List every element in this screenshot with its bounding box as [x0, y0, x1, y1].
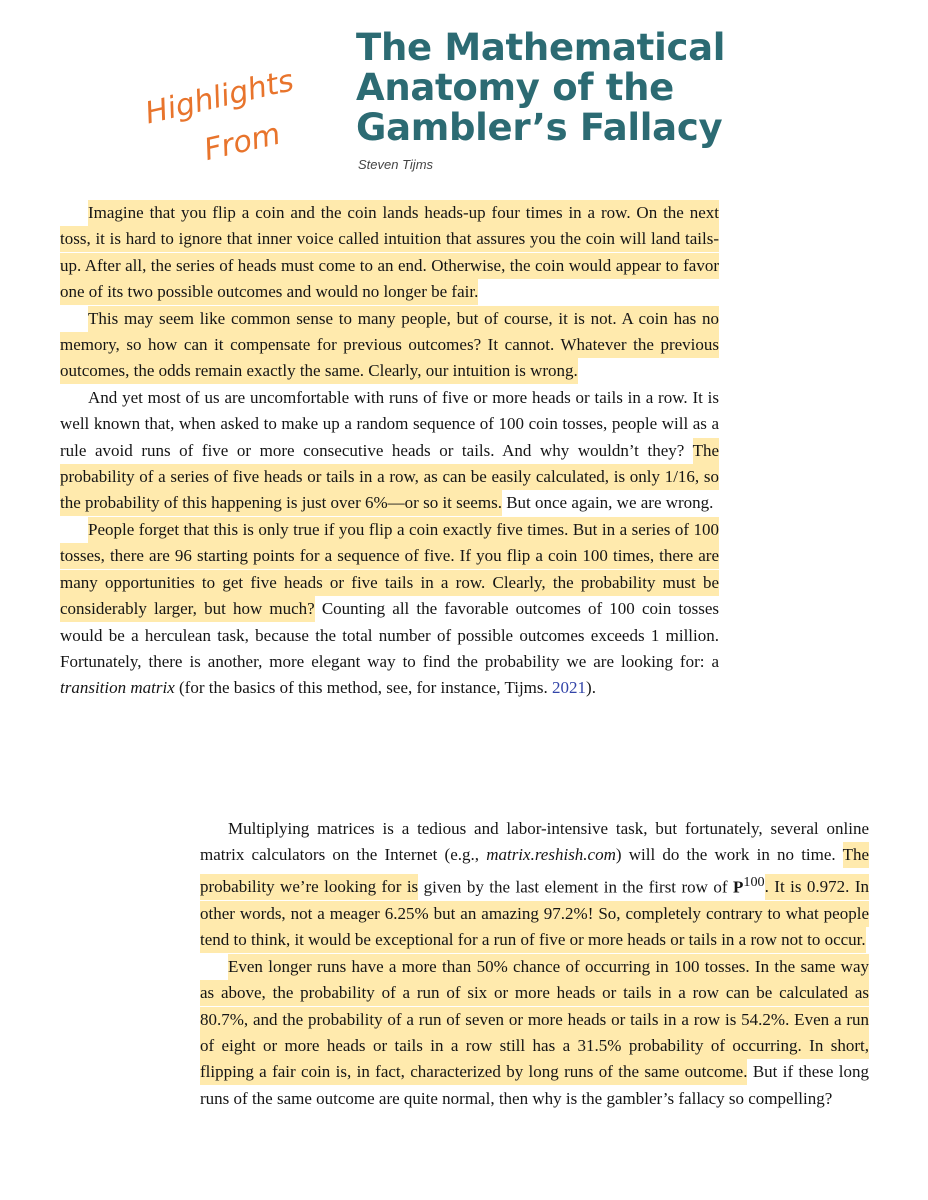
- highlight: Imagine that you flip a coin and the coin lands heads-up four times in a row. On the next toss, it is hard to ignore that inner voice called intuition that assures you the coin will land tails-up. After all, the series of heads must come to an end. Otherwise, the coin would appear to favor one of its two possible outcomes and would no longer be fair.: [60, 200, 719, 305]
- highlight: Even longer runs have a more than 50% chance of occurring in 100 tosses. In the same way as above, the probability of a run of six or more heads or tails in a row can be calculated as 80.7%, and the probability of a run of seven or more heads or tails in a row is 54.2%. Even a run of eight or more heads or tails in a row still has a 31.5% probability of occurring. In short, flipping a fair coin is, in fact, characterized by long runs of the same outcome.: [200, 954, 869, 1086]
- text-run: given by the last element in the first row of: [418, 877, 733, 897]
- website-name: matrix.reshish.com: [486, 845, 616, 865]
- highlight: This may seem like common sense to many people, but of course, it is not. A coin has no memory, so how can it compensate for previous outcomes? It cannot. Whatever the previous outcomes, the odds remain exactly the same. Clearly, our intuition is wrong.: [60, 306, 719, 385]
- text-run: Counting all the favorable outcomes of 100 coin tosses would be a herculean task, because the total number of possible outcomes exceeds 1 million. Fortunately, there is another, more elegant way to find the probability we are looking for: a: [60, 599, 719, 671]
- matrix-symbol: P: [732, 877, 744, 897]
- title-line-2: Anatomy of the: [356, 66, 674, 109]
- author-byline: Steven Tijms: [358, 157, 434, 172]
- text-run: But if these long runs of the same outcome are quite normal, then why is the gambler’s fallacy so compelling?: [200, 1062, 869, 1108]
- text-run: ).: [586, 678, 596, 698]
- annotation-from: From: [200, 116, 284, 169]
- highlight: The probability of a series of five heads or tails in a row, as can be easily calculated, is only 1/16, so the probability of this happening is just over 6%—or so it seems.: [60, 438, 719, 517]
- matrix-exponent: 100: [743, 873, 765, 890]
- article-column-2: [200, 816, 869, 1112]
- article-title: [356, 28, 725, 148]
- article-column-1: [60, 200, 719, 702]
- annotation-highlights: Highlights: [141, 63, 298, 132]
- title-line-3: Gambler’s Fallacy: [356, 106, 723, 149]
- citation-link[interactable]: 2021: [552, 678, 587, 698]
- text-run: Multiplying matrices is a tedious and labor-intensive task, but fortunately, several online matrix calculators on the Internet (e.g.,: [200, 819, 869, 865]
- paragraph-5: [200, 816, 869, 954]
- text-run: ) will do the work in no time.: [615, 845, 843, 865]
- title-line-1: The Mathematical: [356, 26, 726, 69]
- highlight: The probability we’re looking for is: [200, 842, 869, 900]
- paragraph-4: [60, 517, 719, 702]
- paragraph-2: [60, 306, 719, 385]
- text-run: (for the basics of this method, see, for instance, Tijms.: [174, 678, 553, 698]
- paragraph-1: [60, 200, 719, 306]
- highlight: People forget that this is only true if you flip a coin exactly five times. But in a series of 100 tosses, there are 96 starting points for a sequence of five. If you flip a coin 100 times, there are many opportunities to get five heads or five tails in a row. Clearly, the probability must be considerably larger, but how much?: [60, 517, 719, 622]
- text-run: But once again, we are wrong.: [501, 493, 714, 513]
- paragraph-6: [200, 954, 869, 1112]
- term-transition-matrix: transition matrix: [60, 678, 175, 698]
- handwritten-annotation: [122, 46, 342, 176]
- paragraph-3: [60, 385, 719, 517]
- highlight: . It is 0.972. In other words, not a meager 6.25% but an amazing 97.2%! So, completely contrary to what people tend to think, it would be exceptional for a run of five or more heads or tails in a row not to occur.: [200, 874, 869, 953]
- text-run: And yet most of us are uncomfortable with runs of five or more heads or tails in a row. It is well known that, when asked to make up a random sequence of 100 coin tosses, people will as a rule avoid runs of five or more consecutive heads or tails. And why wouldn’t they?: [60, 387, 719, 460]
